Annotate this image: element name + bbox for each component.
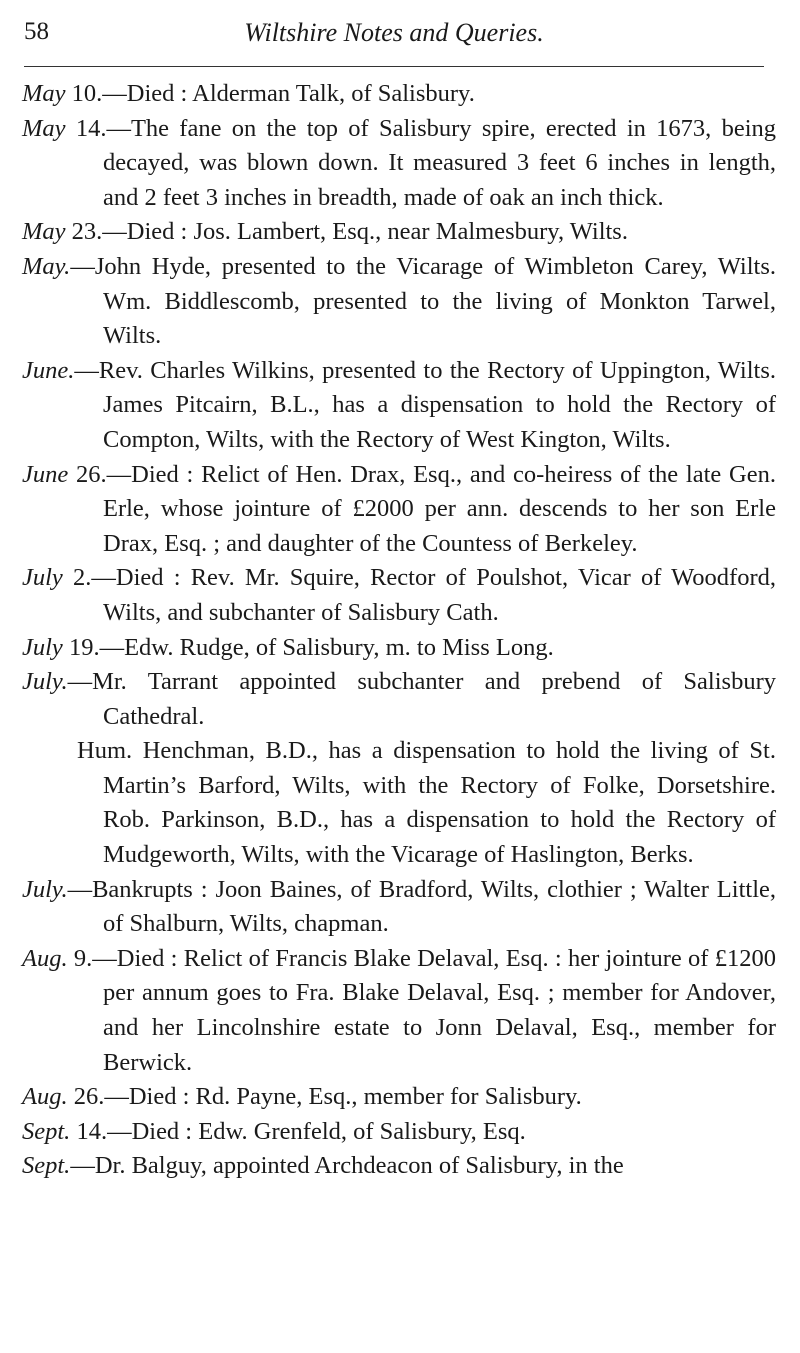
entry-text: 10.—Died : Alderman Talk, of Salisbury. [65,80,475,107]
entry-may-10 [22,77,776,112]
entry-text: —Rev. Charles Wilkins, presented to the Rectory of Uppington, Wilts. James Pitcairn, B.L., has a dispensation to hold the Rectory of Compton, Wilts, with the Rectory of West Kington, Wilts. [74,356,776,453]
entry-text: 2.—Died : Rev. Mr. Squire, Rector of Poulshot, Vicar of Woodford, Wilts, and subchanter of Salisbury Cath. [62,564,776,626]
entry-text: —Bankrupts : Joon Baines, of Bradford, Wilts, clothier ; Walter Little, of Shalburn, Wilts, chapman. [67,875,776,938]
entry-july-henchman [22,734,776,872]
entry-text: 9.—Died : Relict of Francis Blake Delaval, Esq. : her jointure of £1200 per annum goes to Fra. Blake Delaval, Esq. ; member for Andover, and her Lincolnshire estate to Jonn Delaval, Esq., member for Berwick. [67,944,776,1076]
entry-date: Sept. [22,1117,71,1145]
entry-july-19 [22,631,776,666]
page-number: 58 [24,18,49,45]
entry-date: July. [22,875,68,903]
entry-may-14 [22,112,776,216]
page-body [22,77,776,1184]
entry-text: 14.—Died : Edw. Grenfeld, of Salisbury, Esq. [70,1117,526,1145]
entry-may [22,250,776,354]
entry-july-2 [22,561,776,630]
entry-june-26 [22,458,776,562]
entry-text: 26.—Died : Relict of Hen. Drax, Esq., and co-heiress of the late Gen. Erle, whose jointure of £2000 per ann. descends to her son Erle Drax, Esq. ; and daughter of the Countess of Berkeley. [68,460,776,557]
entry-july-tarrant [22,665,776,734]
entry-date: Aug. [22,944,68,972]
entry-aug-9 [22,942,776,1080]
entry-date: June [22,460,69,488]
entry-date: July. [22,668,68,696]
entry-text: —John Hyde, presented to the Vicarage of Wimbleton Carey, Wilts. Wm. Biddlescomb, presented to the living of Monkton Tarwel, Wilts. [70,252,776,350]
entry-july-bankrupts [22,873,776,942]
header-rule [24,66,764,67]
entry-may-23 [22,215,776,250]
entry-date: May [22,80,66,107]
entry-date: Sept. [22,1152,71,1180]
running-title: Wiltshire Notes and Queries. [244,18,544,47]
entry-date: May [22,218,66,246]
entry-text: —Mr. Tarrant appointed subchanter and prebend of Salisbury Cathedral. [67,668,776,730]
entry-text: 19.—Edw. Rudge, of Salisbury, m. to Miss Long. [62,633,554,661]
entry-date: July [22,633,63,661]
entry-date: May [22,114,66,142]
entry-aug-26 [22,1080,776,1115]
entry-sept-14 [22,1115,776,1150]
entry-text: Hum. Henchman, B.D., has a dispensation to hold the living of St. Martin’s Barford, Wilts, with the Rectory of Folke, Dorsetshire. Rob. Parkinson, B.D., has a dispensation to hold the Rectory of Mudgeworth, Wilts, with the Vicarage of Haslington, Berks. [77,737,776,869]
entry-date: June. [22,356,75,384]
entry-sept [22,1149,776,1184]
entry-text: 26.—Died : Rd. Payne, Esq., member for Salisbury. [67,1083,582,1111]
entry-june [22,354,776,458]
entry-date: July [22,564,63,592]
entry-text: 23.—Died : Jos. Lambert, Esq., near Malmesbury, Wilts. [65,218,628,246]
entry-text: 14.—The fane on the top of Salisbury spire, erected in 1673, being decayed, was blown down. It measured 3 feet 6 inches in length, and 2 feet 3 inches in breadth, made of oak an inch thick. [65,114,776,211]
running-header [24,18,764,52]
entry-date: May. [22,252,71,280]
entry-text: —Dr. Balguy, appointed Archdeacon of Salisbury, in the [70,1152,624,1180]
entry-date: Aug. [22,1083,68,1111]
